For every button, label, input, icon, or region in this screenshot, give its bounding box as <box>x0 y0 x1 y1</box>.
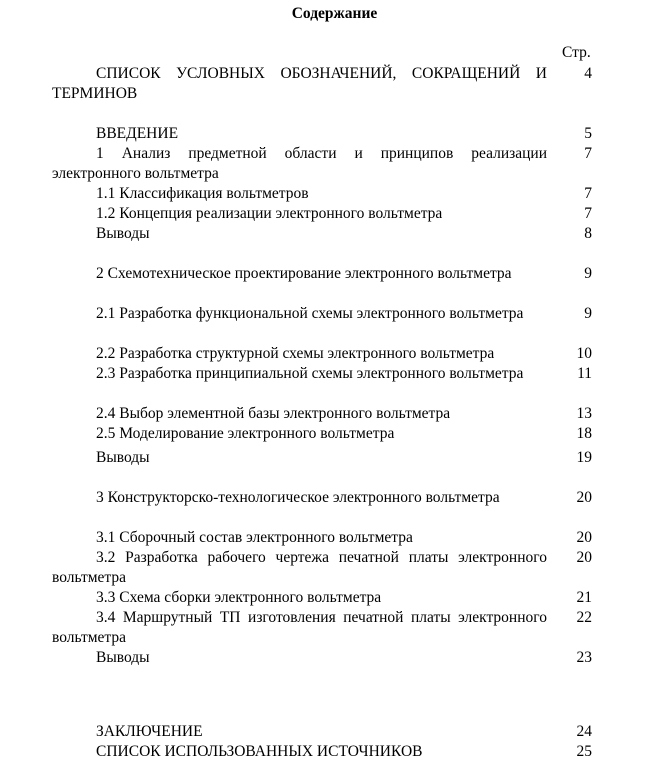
toc-entry-page: 9 <box>584 265 592 282</box>
page-column-header: Стр. <box>562 44 591 61</box>
toc-entry-text: Выводы <box>96 449 150 466</box>
toc-entry-page: 11 <box>577 365 592 382</box>
toc-entry-text: 3.2 Разработка рабочего чертежа печатной платы электронного вольтметра <box>52 549 547 586</box>
toc-entry-text: 2.4 Выбор элементной базы электронного вольтметра <box>96 405 451 422</box>
toc-entry-page: 13 <box>576 405 592 422</box>
toc-entry-text: Выводы <box>96 649 150 666</box>
toc-entry-page: 23 <box>576 649 592 666</box>
toc-entry-page: 5 <box>584 125 592 142</box>
toc-entry-page: 20 <box>576 549 592 566</box>
toc-entry-text: СПИСОК ИСПОЛЬЗОВАННЫХ ИСТОЧНИКОВ <box>96 743 423 760</box>
toc-entry-text: 2.3 Разработка принципиальной схемы электронного вольтметра <box>96 365 524 382</box>
toc-entry-text: Выводы <box>96 225 150 242</box>
toc-entry-page: 4 <box>584 65 592 82</box>
toc-entry-text: 1 Анализ предметной области и принципов реализации электронного вольтметра <box>52 145 547 182</box>
toc-entry-page: 9 <box>584 305 592 322</box>
toc-entry-text: 3.4 Маршрутный ТП изготовления печатной платы электронного вольтметра <box>52 609 547 646</box>
toc-entry-text: 2.1 Разработка функциональной схемы электронного вольтметра <box>96 305 524 322</box>
toc-entry-text: 2.2 Разработка структурной схемы электронного вольтметра <box>96 345 495 362</box>
toc-entry-text: 3.1 Сборочный состав электронного вольтметра <box>96 529 413 546</box>
toc-entry-text: 1.2 Концепция реализации электронного вольтметра <box>96 205 443 222</box>
toc-entry-text: 2 Схемотехническое проектирование электронного вольтметра <box>96 265 512 282</box>
toc-entry-text: 2.5 Моделирование электронного вольтметра <box>96 425 395 442</box>
toc-entry-text: 1.1 Классификация вольтметров <box>96 185 309 202</box>
toc-entry-page: 10 <box>576 345 592 362</box>
toc-entry-page: 7 <box>584 145 592 162</box>
toc-entry-page: 20 <box>576 529 592 546</box>
toc-entry-page: 19 <box>576 449 592 466</box>
toc-entry-page: 21 <box>576 589 592 606</box>
toc-entry-page: 18 <box>576 425 592 442</box>
toc-entry-text: 3.3 Схема сборки электронного вольтметра <box>96 589 382 606</box>
toc-entry-page: 22 <box>576 609 592 626</box>
toc-entry-page: 24 <box>576 723 592 740</box>
toc-entry-page: 8 <box>584 225 592 242</box>
toc-title: Содержание <box>291 5 378 22</box>
toc-entry-text: СПИСОК УСЛОВНЫХ ОБОЗНАЧЕНИЙ, СОКРАЩЕНИЙ И ТЕРМИНОВ <box>52 65 547 102</box>
toc-entry-text: 3 Конструкторско-технологическое электронного вольтметра <box>96 489 500 506</box>
toc-entry-text: ВВЕДЕНИЕ <box>96 125 179 142</box>
toc-entry-page: 25 <box>576 743 592 760</box>
toc-entry-page: 7 <box>584 185 592 202</box>
toc-entry-text: ЗАКЛЮЧЕНИЕ <box>96 723 203 740</box>
toc-entry-page: 20 <box>576 489 592 506</box>
toc-entry-page: 7 <box>584 205 592 222</box>
